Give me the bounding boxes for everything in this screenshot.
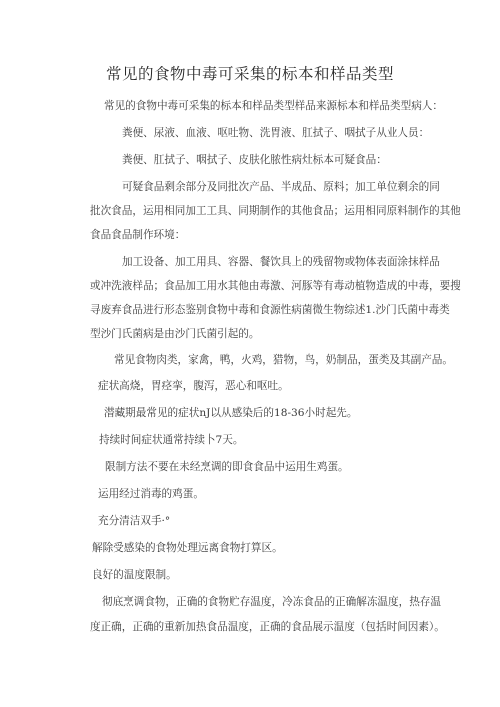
paragraph-line: 症状高烧，胃痉挛，腹泻，恶心和呕吐。 [98, 380, 289, 392]
paragraph-line: 彻底烹调食物，正确的食物贮存温度，冷冻食品的正确解冻温度，热存温 [102, 596, 441, 608]
paragraph-line: 寻废弃食品进行形态鉴别食物中毒和食源性病菌微生物综述1.沙门氏菌中毒类 [90, 304, 450, 316]
paragraph-line: 充分清洁双手·° [98, 515, 171, 527]
paragraph-line: 粪便、尿液、血液、呕吐物、洗胃液、肛拭子、咽拭子从业人员： [122, 127, 430, 139]
document-title: 常见的食物中毒可采集的标本和样品类型 [105, 65, 394, 83]
paragraph-line: 持续时间症状通常持续卜7天。 [99, 434, 244, 446]
paragraph-line: 加工设备、加工用具、容器、餐饮具上的残留物或物体表面涂抹样品 [122, 256, 440, 268]
paragraph-line: 可疑食品剩余部分及同批次产品、半成品、原料；加工单位剩余的同 [122, 181, 440, 193]
paragraph-line: 解除受感染的食物处理远离食物打算区。 [92, 542, 283, 554]
paragraph-line: 潜藏期最常见的症状nJ以从感染后的18-36小时起先。 [104, 407, 358, 419]
paragraph-line: 度正确，正确的重新加热食品温度，正确的食品展示温度（包括时间因素）。 [90, 621, 445, 633]
paragraph-line: 常见食物肉类，家禽，鸭，火鸡，猎物，鸟，奶制品，蛋类及其副产品。 [114, 354, 453, 366]
paragraph-line: 运用经过消毒的鸡蛋。 [98, 488, 204, 500]
paragraph-line: 批次食品，运用相同加工工具、同期制作的其他食品；运用相同原料制作的其他 [90, 205, 461, 217]
paragraph-line: 粪便、肛拭子、咽拭子、皮肤化脓性病灶标本可疑食品： [122, 154, 387, 166]
paragraph-line: 型沙门氏菌病是由沙门氏菌引起的。 [90, 328, 260, 340]
paragraph-line: 良好的温度限制。 [92, 569, 177, 581]
paragraph-line: 或冲洗液样品；食品加工用水其他由毒激、河豚等有毒动植物造成的中毒，要搜 [90, 280, 461, 292]
paragraph-line: 限制方法不要在未经烹调的即食食品中运用生鸡蛋。 [105, 461, 349, 473]
paragraph-line: 食品食品制作环境： [90, 229, 186, 241]
paragraph-line: 常见的食物中毒可采集的标本和样品类型样品来源标本和样品类型病人： [104, 100, 443, 112]
